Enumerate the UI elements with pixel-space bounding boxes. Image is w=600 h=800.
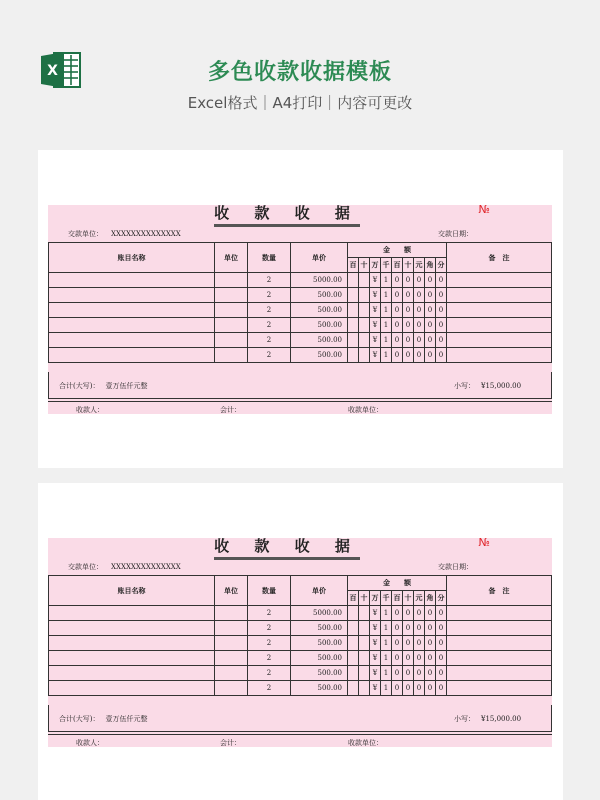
amount-digit-cell <box>359 348 370 363</box>
amount-digit-cell <box>348 273 359 288</box>
col-unit-price: 单价 <box>291 576 348 606</box>
amount-digit-cell: 0 <box>403 636 414 651</box>
amount-digit-cell: 0 <box>414 273 425 288</box>
amount-digit-cell <box>359 606 370 621</box>
amount-digit-cell: 0 <box>392 273 403 288</box>
amount-digit-cell: 0 <box>392 348 403 363</box>
unit-price-cell[interactable]: 500.00 <box>291 651 348 666</box>
unit-cell[interactable] <box>215 273 248 288</box>
amount-digit-header: 千 <box>381 258 392 273</box>
amount-digit-header: 百 <box>392 258 403 273</box>
table-row <box>49 651 552 666</box>
unit-cell[interactable] <box>215 318 248 333</box>
amount-digit-cell <box>359 681 370 696</box>
amount-digit-header: 十 <box>359 258 370 273</box>
quantity-cell[interactable]: 2 <box>248 273 291 288</box>
amount-digit-cell: 0 <box>436 288 447 303</box>
remark-cell[interactable] <box>447 636 552 651</box>
amount-digit-cell: 0 <box>436 666 447 681</box>
table-row <box>49 273 552 288</box>
amount-digit-cell: 1 <box>381 666 392 681</box>
remark-cell[interactable] <box>447 288 552 303</box>
receipt-number-mark: № <box>478 536 490 549</box>
amount-digit-cell: 0 <box>425 651 436 666</box>
item-name-cell[interactable] <box>49 636 215 651</box>
amount-digit-cell: 1 <box>381 681 392 696</box>
total-small-field <box>454 381 521 391</box>
receipt-number-mark: № <box>478 203 490 216</box>
table-row <box>49 666 552 681</box>
col-unit: 单位 <box>215 576 248 606</box>
table-row <box>49 348 552 363</box>
amount-digit-cell <box>348 303 359 318</box>
unit-price-cell[interactable]: 500.00 <box>291 288 348 303</box>
amount-digit-cell: 0 <box>414 288 425 303</box>
amount-digit-cell: 1 <box>381 621 392 636</box>
amount-digit-cell: 1 <box>381 636 392 651</box>
amount-digit-cell: ¥ <box>370 681 381 696</box>
amount-digit-cell: ¥ <box>370 666 381 681</box>
total-row <box>48 705 552 732</box>
amount-digit-cell: 0 <box>436 273 447 288</box>
signature-row <box>48 401 552 415</box>
total-row <box>48 372 552 399</box>
amount-digit-cell: 0 <box>403 288 414 303</box>
amount-digit-cell: 0 <box>403 348 414 363</box>
amount-digit-cell: 1 <box>381 318 392 333</box>
unit-price-cell[interactable]: 500.00 <box>291 333 348 348</box>
unit-cell[interactable] <box>215 681 248 696</box>
amount-digit-cell <box>348 318 359 333</box>
unit-price-cell[interactable]: 500.00 <box>291 318 348 333</box>
amount-digit-cell: ¥ <box>370 303 381 318</box>
unit-cell[interactable] <box>215 666 248 681</box>
item-name-cell[interactable] <box>49 651 215 666</box>
col-quantity: 数量 <box>248 243 291 273</box>
item-name-cell[interactable] <box>49 606 215 621</box>
total-upper-label: 合计(大写)： <box>59 382 100 390</box>
item-name-cell[interactable] <box>49 348 215 363</box>
amount-digit-cell <box>348 348 359 363</box>
amount-digit-cell: 0 <box>403 318 414 333</box>
amount-digit-cell: 1 <box>381 348 392 363</box>
quantity-cell[interactable]: 2 <box>248 681 291 696</box>
remark-cell[interactable] <box>447 606 552 621</box>
amount-digit-cell: ¥ <box>370 273 381 288</box>
col-item-name: 账目名称 <box>49 243 215 273</box>
receipt <box>48 538 552 747</box>
amount-digit-cell: 1 <box>381 606 392 621</box>
quantity-cell[interactable]: 2 <box>248 303 291 318</box>
item-name-cell[interactable] <box>49 666 215 681</box>
amount-digit-cell: 0 <box>425 348 436 363</box>
amount-digit-cell <box>348 606 359 621</box>
amount-digit-cell: 1 <box>381 273 392 288</box>
amount-digit-header: 元 <box>414 591 425 606</box>
amount-digit-cell: 0 <box>392 606 403 621</box>
item-name-cell[interactable] <box>49 333 215 348</box>
remark-cell[interactable] <box>447 348 552 363</box>
amount-digit-cell <box>348 681 359 696</box>
amount-digit-cell: 0 <box>392 288 403 303</box>
amount-digit-cell <box>359 288 370 303</box>
amount-digit-cell: ¥ <box>370 606 381 621</box>
amount-digit-cell: 0 <box>403 273 414 288</box>
amount-digit-cell: 0 <box>403 333 414 348</box>
unit-price-cell[interactable]: 500.00 <box>291 666 348 681</box>
total-upper-field <box>59 714 147 724</box>
signature-row <box>48 734 552 748</box>
col-remark: 备 注 <box>447 576 552 606</box>
amount-digit-cell: 0 <box>392 318 403 333</box>
quantity-cell[interactable]: 2 <box>248 288 291 303</box>
pay-date-label: 交款日期： <box>438 563 473 571</box>
amount-digit-cell: 0 <box>414 651 425 666</box>
amount-digit-cell: 0 <box>425 666 436 681</box>
amount-digit-cell: 0 <box>436 621 447 636</box>
amount-digit-header: 百 <box>348 591 359 606</box>
receipt <box>48 205 552 414</box>
remark-cell[interactable] <box>447 318 552 333</box>
amount-digit-header: 万 <box>370 258 381 273</box>
unit-cell[interactable] <box>215 636 248 651</box>
amount-digit-cell: 0 <box>425 318 436 333</box>
amount-digit-header: 角 <box>425 258 436 273</box>
quantity-cell[interactable]: 2 <box>248 621 291 636</box>
amount-digit-header: 分 <box>436 258 447 273</box>
amount-digit-cell: 0 <box>436 606 447 621</box>
payee-label: 收款人： <box>76 739 104 747</box>
amount-digit-cell: 0 <box>392 621 403 636</box>
unit-price-cell[interactable]: 500.00 <box>291 636 348 651</box>
quantity-cell[interactable]: 2 <box>248 318 291 333</box>
item-name-cell[interactable] <box>49 621 215 636</box>
amount-digit-cell <box>359 621 370 636</box>
unit-price-cell[interactable]: 5000.00 <box>291 273 348 288</box>
amount-digit-header: 百 <box>392 591 403 606</box>
amount-digit-cell <box>359 333 370 348</box>
page-title: 多色收款收据模板 <box>207 60 392 85</box>
remark-cell[interactable] <box>447 303 552 318</box>
unit-cell[interactable] <box>215 606 248 621</box>
remark-cell[interactable] <box>447 621 552 636</box>
amount-digit-cell: ¥ <box>370 621 381 636</box>
col-unit-price: 单价 <box>291 243 348 273</box>
unit-price-cell[interactable]: 5000.00 <box>291 606 348 621</box>
receipt-table <box>48 242 552 363</box>
amount-digit-cell: 0 <box>425 303 436 318</box>
amount-digit-cell: 1 <box>381 303 392 318</box>
receipt-sheet <box>38 483 563 800</box>
col-quantity: 数量 <box>248 576 291 606</box>
receiving-unit-label: 收款单位： <box>348 739 383 747</box>
amount-digit-header: 千 <box>381 591 392 606</box>
amount-digit-cell: 0 <box>392 666 403 681</box>
page-subtitle: Excel格式｜A4打印｜内容可更改 <box>187 94 413 112</box>
table-row <box>49 606 552 621</box>
amount-digit-cell <box>359 318 370 333</box>
amount-digit-cell: 0 <box>414 666 425 681</box>
total-small-value: ¥15,000.00 <box>481 382 522 390</box>
payer-label: 交款单位： <box>68 230 103 238</box>
amount-digit-cell <box>359 636 370 651</box>
total-upper-value: 壹万伍仟元整 <box>105 382 148 390</box>
receipt-title: 收 款 收 据 <box>214 202 360 227</box>
amount-digit-header: 十 <box>403 258 414 273</box>
amount-digit-cell: 0 <box>436 636 447 651</box>
payer-label: 交款单位： <box>68 563 103 571</box>
amount-digit-cell: 1 <box>381 288 392 303</box>
col-item-name: 账目名称 <box>49 576 215 606</box>
quantity-cell[interactable]: 2 <box>248 651 291 666</box>
amount-digit-cell: 0 <box>425 333 436 348</box>
remark-cell[interactable] <box>447 666 552 681</box>
amount-digit-cell: 0 <box>436 348 447 363</box>
amount-digit-cell <box>348 621 359 636</box>
receiving-unit-label: 收款单位： <box>348 406 383 414</box>
amount-digit-cell: 0 <box>425 681 436 696</box>
unit-price-cell[interactable]: 500.00 <box>291 621 348 636</box>
amount-digit-cell: 0 <box>425 288 436 303</box>
amount-digit-header: 十 <box>403 591 414 606</box>
col-remark: 备 注 <box>447 243 552 273</box>
amount-digit-header: 万 <box>370 591 381 606</box>
amount-digit-cell <box>359 273 370 288</box>
amount-digit-cell: 0 <box>403 606 414 621</box>
amount-digit-cell: 0 <box>414 636 425 651</box>
amount-digit-cell: 0 <box>403 621 414 636</box>
payer-field <box>68 562 181 572</box>
amount-digit-cell: 0 <box>425 636 436 651</box>
payer-value: XXXXXXXXXXXXXX <box>111 230 181 238</box>
amount-digit-cell <box>359 666 370 681</box>
receipt-table <box>48 575 552 696</box>
quantity-cell[interactable]: 2 <box>248 348 291 363</box>
receipt-sheet <box>38 150 563 468</box>
total-upper-field <box>59 381 147 391</box>
amount-digit-cell: 0 <box>436 681 447 696</box>
item-name-cell[interactable] <box>49 273 215 288</box>
total-upper-label: 合计(大写)： <box>59 715 100 723</box>
receipt-title: 收 款 收 据 <box>214 535 360 560</box>
amount-digit-header: 分 <box>436 591 447 606</box>
amount-digit-cell: 0 <box>414 333 425 348</box>
item-name-cell[interactable] <box>49 288 215 303</box>
amount-digit-cell: ¥ <box>370 636 381 651</box>
amount-digit-header: 百 <box>348 258 359 273</box>
unit-cell[interactable] <box>215 288 248 303</box>
col-amount: 金 额 <box>348 243 447 258</box>
amount-digit-cell <box>359 303 370 318</box>
amount-digit-cell: 0 <box>425 606 436 621</box>
amount-digit-cell: 0 <box>436 333 447 348</box>
amount-digit-cell: ¥ <box>370 348 381 363</box>
total-small-value: ¥15,000.00 <box>481 715 522 723</box>
amount-digit-cell <box>348 651 359 666</box>
unit-cell[interactable] <box>215 348 248 363</box>
table-row <box>49 636 552 651</box>
amount-digit-header: 十 <box>359 591 370 606</box>
amount-digit-cell: 0 <box>414 318 425 333</box>
amount-digit-cell: 0 <box>403 666 414 681</box>
amount-digit-cell: ¥ <box>370 288 381 303</box>
amount-digit-cell: 0 <box>436 303 447 318</box>
amount-digit-cell <box>359 651 370 666</box>
amount-digit-cell: 0 <box>414 681 425 696</box>
amount-digit-cell: 0 <box>414 606 425 621</box>
item-name-cell[interactable] <box>49 303 215 318</box>
item-name-cell[interactable] <box>49 318 215 333</box>
amount-digit-cell <box>348 666 359 681</box>
item-name-cell[interactable] <box>49 681 215 696</box>
unit-cell[interactable] <box>215 651 248 666</box>
amount-digit-cell: 0 <box>403 651 414 666</box>
amount-digit-cell: 0 <box>392 636 403 651</box>
remark-cell[interactable] <box>447 651 552 666</box>
remark-cell[interactable] <box>447 273 552 288</box>
unit-price-cell[interactable]: 500.00 <box>291 348 348 363</box>
unit-price-cell[interactable]: 500.00 <box>291 681 348 696</box>
table-row <box>49 303 552 318</box>
total-small-field <box>454 714 521 724</box>
payer-value: XXXXXXXXXXXXXX <box>111 563 181 571</box>
amount-digit-cell <box>348 636 359 651</box>
amount-digit-cell: 0 <box>392 333 403 348</box>
amount-digit-cell: 0 <box>392 681 403 696</box>
unit-price-cell[interactable]: 500.00 <box>291 303 348 318</box>
amount-digit-cell: 0 <box>425 621 436 636</box>
quantity-cell[interactable]: 2 <box>248 333 291 348</box>
amount-digit-cell: 0 <box>425 273 436 288</box>
quantity-cell[interactable]: 2 <box>248 606 291 621</box>
total-upper-value: 壹万伍仟元整 <box>105 715 148 723</box>
remark-cell[interactable] <box>447 333 552 348</box>
total-small-label: 小写： <box>454 382 475 390</box>
amount-digit-header: 元 <box>414 258 425 273</box>
remark-cell[interactable] <box>447 681 552 696</box>
unit-cell[interactable] <box>215 621 248 636</box>
amount-digit-cell: ¥ <box>370 651 381 666</box>
amount-digit-cell: ¥ <box>370 318 381 333</box>
quantity-cell[interactable]: 2 <box>248 666 291 681</box>
amount-digit-cell: 1 <box>381 333 392 348</box>
amount-digit-cell: 0 <box>436 651 447 666</box>
table-row <box>49 621 552 636</box>
unit-cell[interactable] <box>215 303 248 318</box>
amount-digit-header: 角 <box>425 591 436 606</box>
amount-digit-cell <box>348 288 359 303</box>
amount-digit-cell: 0 <box>392 651 403 666</box>
accountant-label: 会计： <box>220 739 241 747</box>
amount-digit-cell: 1 <box>381 651 392 666</box>
amount-digit-cell: 0 <box>414 621 425 636</box>
amount-digit-cell: 0 <box>414 348 425 363</box>
table-row <box>49 681 552 696</box>
payee-label: 收款人： <box>76 406 104 414</box>
amount-digit-cell: ¥ <box>370 333 381 348</box>
table-row <box>49 333 552 348</box>
table-row <box>49 288 552 303</box>
amount-digit-cell: 0 <box>414 303 425 318</box>
quantity-cell[interactable]: 2 <box>248 636 291 651</box>
pay-date-label: 交款日期： <box>438 230 473 238</box>
amount-digit-cell: 0 <box>392 303 403 318</box>
amount-digit-cell <box>348 333 359 348</box>
col-unit: 单位 <box>215 243 248 273</box>
accountant-label: 会计： <box>220 406 241 414</box>
amount-digit-cell: 0 <box>403 303 414 318</box>
amount-digit-cell: 0 <box>436 318 447 333</box>
payer-field <box>68 229 181 239</box>
table-row <box>49 318 552 333</box>
unit-cell[interactable] <box>215 333 248 348</box>
total-small-label: 小写： <box>454 715 475 723</box>
amount-digit-cell: 0 <box>403 681 414 696</box>
col-amount: 金 额 <box>348 576 447 591</box>
svg-text:X: X <box>47 63 58 79</box>
